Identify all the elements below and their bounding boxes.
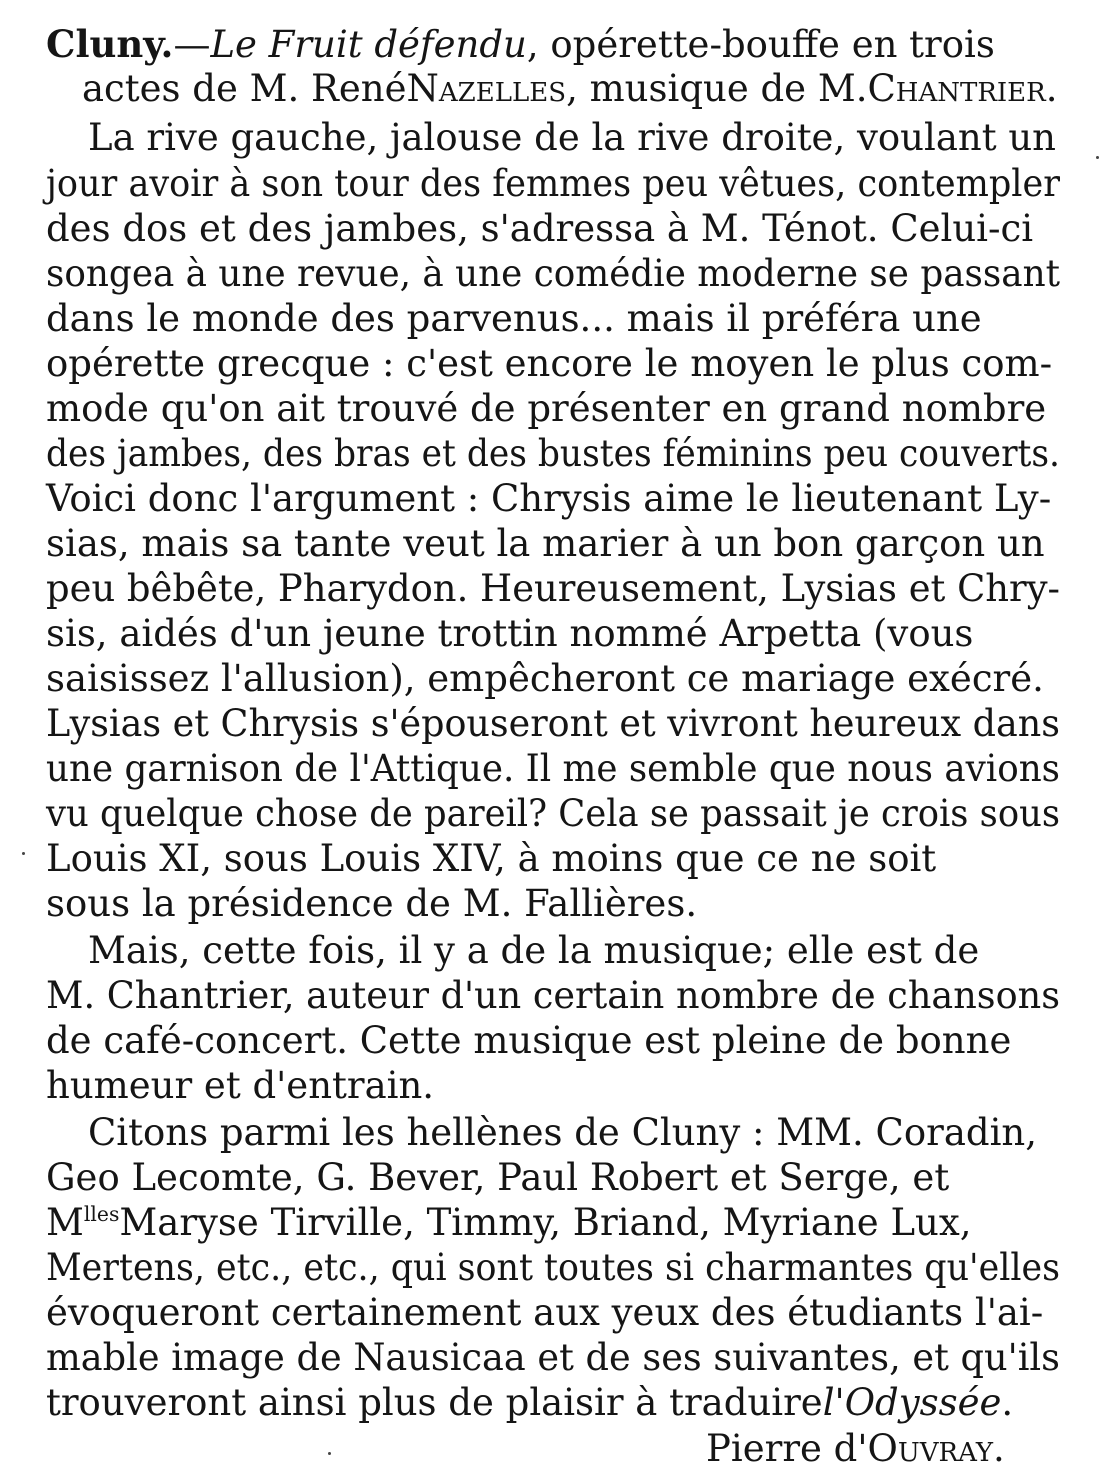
p1-line	[0, 791, 1108, 837]
heading-text-2	[0, 66, 1058, 112]
p3-line	[0, 1335, 1108, 1381]
p1-line	[0, 341, 1108, 387]
p1-line	[0, 476, 1108, 522]
p1-text: une garnison de l'Attique. Il me semble que nous avions	[46, 747, 1060, 790]
p2-text: humeur et d'entrain.	[46, 1064, 435, 1107]
scan-speck	[328, 1452, 331, 1455]
p1-text: sous la présidence de M. Fallières.	[46, 882, 698, 925]
p1-line	[0, 386, 1108, 432]
p1-text: des jambes, des bras et des bustes féminins peu couverts.	[46, 432, 1060, 475]
p2-line	[0, 1063, 1108, 1109]
p1-line	[0, 251, 1108, 297]
p1-line	[0, 746, 1108, 792]
p3-text: évoqueront certainement aux yeux des étudiants l'ai-	[46, 1291, 1044, 1334]
heading-dash: —	[173, 23, 211, 66]
p2-text: Mais, cette fois, il y a de la musique; elle est de	[88, 929, 980, 972]
heading-desc-2b: , musique de M.	[566, 67, 868, 110]
p1-text: saisissez l'allusion), empêcheront ce mariage exécré.	[46, 657, 1044, 700]
librettist-name: Nazelles	[406, 67, 567, 110]
p3-line	[0, 1290, 1108, 1336]
p1-line	[0, 881, 1108, 927]
p3-line	[0, 1380, 1108, 1426]
p1-text: La rive gauche, jalouse de la rive droite, voulant un	[88, 116, 1056, 159]
p3-text: Citons parmi les hellènes de Cluny : MM. Coradin,	[88, 1111, 1037, 1154]
p1-line	[0, 431, 1108, 477]
p1-line	[0, 656, 1108, 702]
composer-name: Chantrier	[867, 67, 1046, 110]
p1-text: sis, aidés d'un jeune trottin nommé Arpetta (vous	[46, 612, 974, 655]
p1-text: peu bêbête, Pharydon. Heureusement, Lysias et Chry-	[46, 567, 1060, 610]
p2-line	[0, 928, 1108, 974]
p1-line	[0, 566, 1108, 612]
p1-text: vu quelque chose de pareil? Cela se passait je crois sous	[46, 792, 1060, 835]
p1-line	[0, 161, 1108, 207]
p1-text: Voici donc l'argument : Chrysis aime le lieutenant Ly-	[46, 477, 1052, 520]
heading-text-1	[0, 21, 995, 68]
p3-line	[0, 1110, 1108, 1156]
p1-line	[0, 701, 1108, 747]
p1-text: Lysias et Chrysis s'épouseront et vivront heureux dans	[46, 702, 1060, 745]
p1-line	[0, 521, 1108, 567]
p3-text-a: trouveront ainsi plus de plaisir à traduire	[46, 1381, 823, 1424]
heading-line-1	[0, 21, 1108, 67]
p2-line	[0, 973, 1108, 1019]
p1-line	[0, 115, 1108, 161]
p1-text: des dos et des jambes, s'adressa à M. Ténot. Celui-ci	[46, 207, 1034, 250]
p2-text: de café-concert. Cette musique est pleine de bonne	[46, 1019, 1012, 1062]
signature-last: Ouvray	[867, 1427, 994, 1470]
p1-line	[0, 296, 1108, 342]
p3-line	[0, 1245, 1108, 1291]
p2-text: M. Chantrier, auteur d'un certain nombre de chansons	[46, 974, 1060, 1017]
p1-text: opérette grecque : c'est encore le moyen le plus com-	[46, 342, 1053, 385]
p3-text-b: .	[1001, 1381, 1014, 1424]
p1-text: sias, mais sa tante veut la marier à un bon garçon un	[46, 522, 1045, 565]
book-title: l'Odyssée	[822, 1381, 1002, 1424]
p1-line	[0, 611, 1108, 657]
p3-line	[0, 1155, 1108, 1201]
scan-speck	[22, 852, 25, 855]
title-superscript: lles	[83, 1201, 120, 1226]
p1-text: jour avoir à son tour des femmes peu vêtues, contempler	[46, 162, 1060, 205]
heading-desc-2a: actes de M. René	[82, 67, 407, 110]
signature-first: Pierre d'	[706, 1427, 868, 1470]
signature	[0, 1426, 1005, 1472]
p2-line	[0, 1018, 1108, 1064]
p3-text	[0, 1380, 1013, 1426]
p3-text: Geo Lecomte, G. Bever, Paul Robert et Serge, et	[46, 1156, 950, 1199]
p1-line	[0, 836, 1108, 882]
p1-text: songea à une revue, à une comédie moderne se passant	[46, 252, 1060, 295]
heading-line-2	[0, 66, 1108, 112]
play-title: Le Fruit défendu	[210, 23, 527, 66]
p1-line	[0, 206, 1108, 252]
p1-text: dans le monde des parvenus... mais il préféra une	[46, 297, 982, 340]
signature-end: .	[993, 1427, 1005, 1470]
p3-text	[0, 1200, 971, 1246]
title-abbreviation: M	[46, 1201, 84, 1244]
p3-line	[0, 1200, 1108, 1246]
venue-name: Cluny.	[46, 22, 174, 66]
scan-speck	[1096, 156, 1099, 159]
p3-text: mable image de Nausicaa et de ses suivantes, et qu'ils	[46, 1336, 1061, 1379]
p1-text: mode qu'on ait trouvé de présenter en grand nombre	[46, 387, 1047, 430]
p1-text: Louis XI, sous Louis XIV, à moins que ce ne soit	[46, 837, 937, 880]
p3-text: Mertens, etc., etc., qui sont toutes si charmantes qu'elles	[46, 1246, 1060, 1289]
heading-desc-2c: .	[1045, 67, 1058, 110]
heading-desc-1: , opérette-bouffe en trois	[526, 23, 995, 66]
signature-line	[0, 1426, 1108, 1472]
p3-text-rest: Maryse Tirville, Timmy, Briand, Myriane Lux,	[119, 1201, 972, 1244]
